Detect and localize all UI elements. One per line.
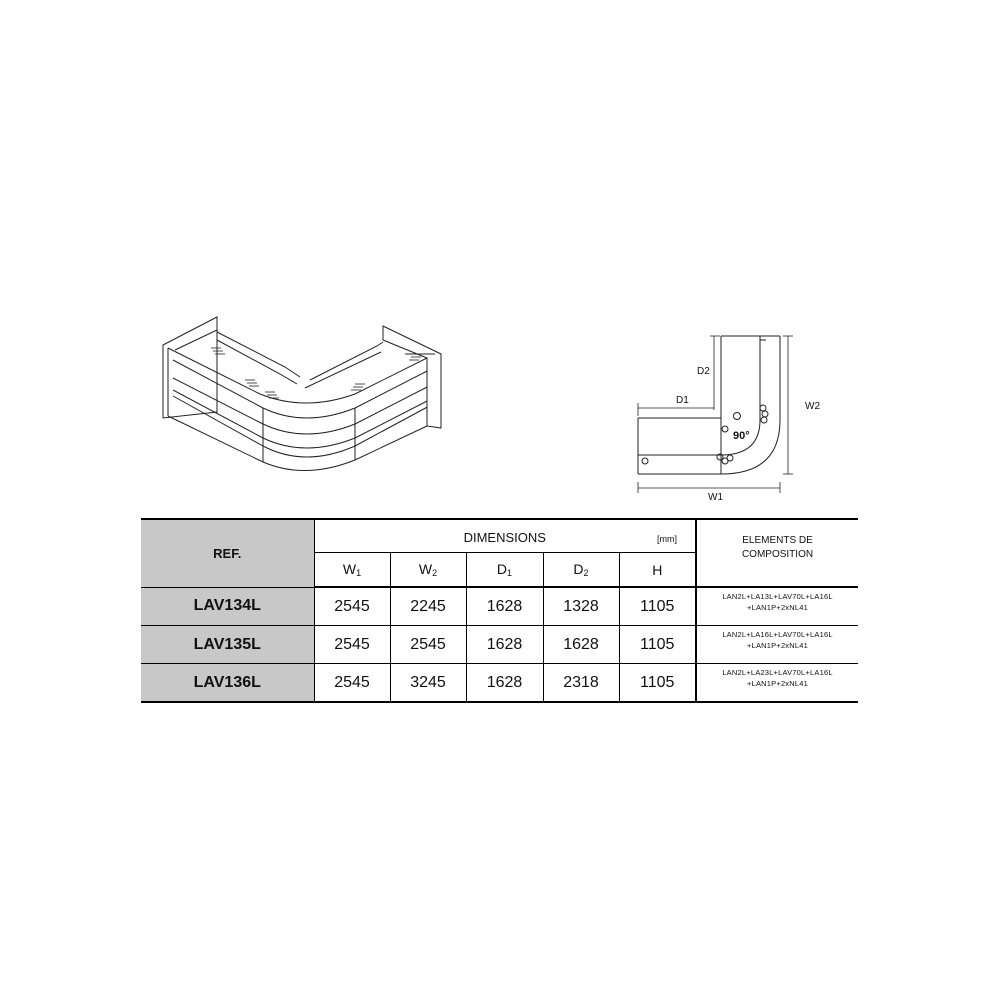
- elements-header: [696, 519, 858, 587]
- ref-cell: LAV134L: [141, 587, 314, 626]
- elements-cell: LAN2L+LA23L+LAV70L+LA16L +LAN1P+2xNL41: [696, 664, 858, 703]
- d1-cell: 1628: [466, 664, 543, 703]
- d2-cell: 2318: [543, 664, 619, 703]
- w2-cell: 3245: [390, 664, 466, 703]
- d1-cell: 1628: [466, 626, 543, 664]
- h-cell: 1105: [619, 664, 696, 703]
- angle-label: 90°: [733, 430, 750, 442]
- w2-cell: 2545: [390, 626, 466, 664]
- reception-desk-isometric-drawing: [155, 312, 455, 482]
- d2-cell: 1328: [543, 587, 619, 626]
- ref-cell: LAV135L: [141, 626, 314, 664]
- dimensions-title: DIMENSIONS: [463, 530, 546, 545]
- dimensions-header: [314, 519, 696, 553]
- plan-label-w1: W1: [708, 492, 723, 503]
- plan-label-w2: W2: [805, 401, 820, 412]
- plan-label-d1: D1: [676, 395, 689, 406]
- w1-cell: 2545: [314, 664, 390, 703]
- elements-cell: LAN2L+LA13L+LAV70L+LA16L +LAN1P+2xNL41: [696, 587, 858, 626]
- h-cell: 1105: [619, 587, 696, 626]
- table-row: [141, 626, 858, 664]
- ref-cell: LAV136L: [141, 664, 314, 703]
- col-head-h: H: [619, 553, 696, 588]
- w1-cell: 2545: [314, 626, 390, 664]
- table-row: [141, 664, 858, 703]
- elements-cell: LAN2L+LA16L+LAV70L+LA16L +LAN1P+2xNL41: [696, 626, 858, 664]
- plan-view-drawing: [628, 328, 800, 508]
- ref-header: REF.: [141, 519, 314, 587]
- col-head-d1: $D_1$: [466, 553, 543, 588]
- h-cell: 1105: [619, 626, 696, 664]
- dimensions-table: [141, 518, 858, 703]
- col-head-w1: $W_1$: [314, 553, 390, 588]
- col-head-w2: $W_2$: [390, 553, 466, 588]
- elements-header-line2: COMPOSITION: [741, 549, 814, 560]
- w1-cell: 2545: [314, 587, 390, 626]
- d1-cell: 1628: [466, 587, 543, 626]
- w2-cell: 2245: [390, 587, 466, 626]
- elements-header-line1: ELEMENTS DE: [742, 535, 813, 546]
- d2-cell: 1628: [543, 626, 619, 664]
- plan-label-d2: D2: [697, 366, 710, 377]
- table-row: [141, 587, 858, 626]
- col-head-d2: $D_2$: [543, 553, 619, 588]
- unit-label: [mm]: [657, 534, 678, 544]
